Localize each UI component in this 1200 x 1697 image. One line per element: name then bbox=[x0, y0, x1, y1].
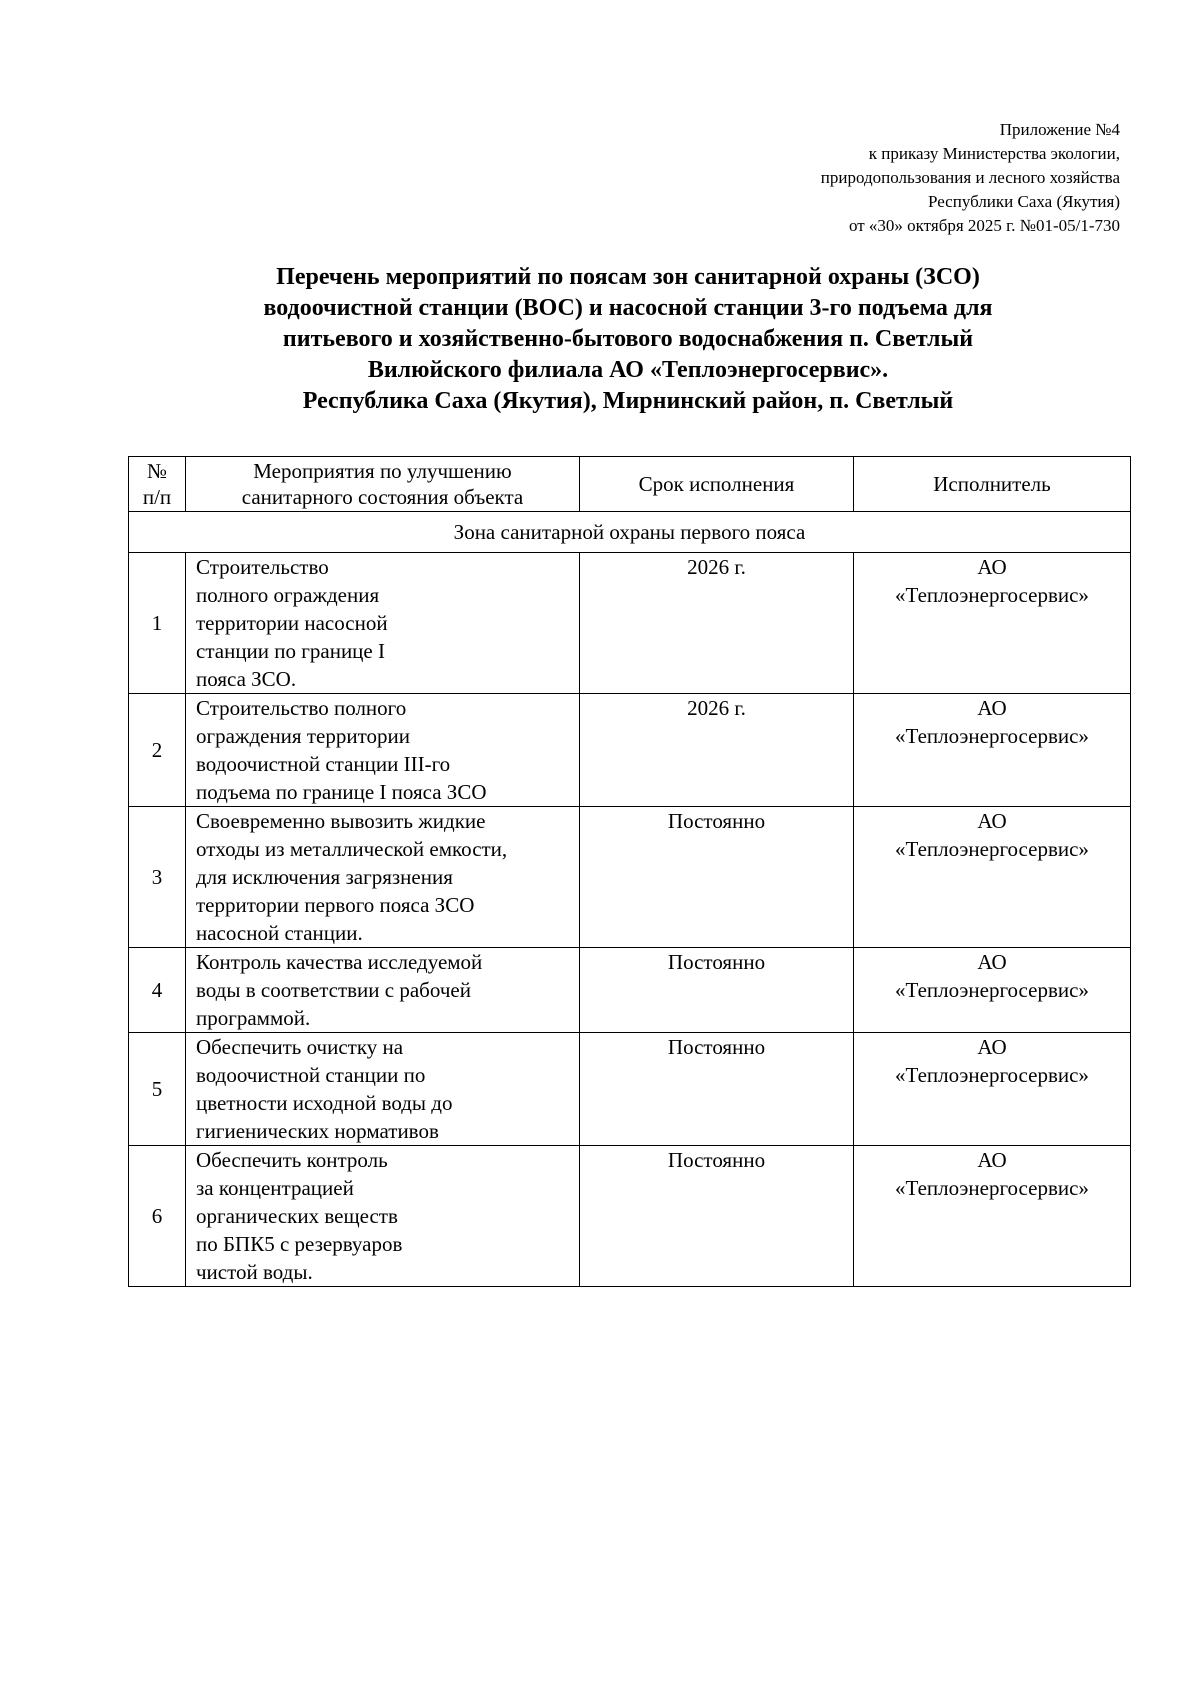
row-num: 6 bbox=[129, 1146, 186, 1287]
measure-line: чистой воды. bbox=[196, 1260, 313, 1284]
measure-line: Обеспечить очистку на bbox=[196, 1035, 404, 1059]
row-num: 4 bbox=[129, 948, 186, 1033]
header-term: Срок исполнения bbox=[580, 457, 854, 512]
table-row bbox=[129, 553, 1131, 694]
measure-line: Обеспечить контроль bbox=[196, 1148, 388, 1172]
executor-line: АО bbox=[977, 1035, 1007, 1059]
row-num: 1 bbox=[129, 553, 186, 694]
title-line: питьевого и хозяйственно-бытового водоснабжения п. Светлый bbox=[282, 326, 974, 352]
row-executor bbox=[854, 1033, 1131, 1146]
measure-line: подъема по границе I пояса ЗСО bbox=[196, 780, 487, 804]
row-executor bbox=[854, 948, 1131, 1033]
table-row bbox=[129, 694, 1131, 807]
row-num: 5 bbox=[129, 1033, 186, 1146]
row-measure bbox=[186, 948, 580, 1033]
appendix-line: Приложение №4 bbox=[999, 120, 1120, 139]
row-num: 2 bbox=[129, 694, 186, 807]
row-term: Постоянно bbox=[580, 807, 854, 948]
executor-line: «Теплоэнергосервис» bbox=[895, 1063, 1089, 1087]
row-executor bbox=[854, 553, 1131, 694]
table-row bbox=[129, 807, 1131, 948]
executor-line: АО bbox=[977, 809, 1007, 833]
measure-line: для исключения загрязнения bbox=[196, 865, 453, 889]
appendix-line: Республики Саха (Якутия) bbox=[927, 192, 1120, 211]
executor-line: «Теплоэнергосервис» bbox=[895, 1176, 1089, 1200]
row-measure bbox=[186, 694, 580, 807]
title-line: водоочистной станции (ВОС) и насосной станции 3-го подъема для bbox=[263, 295, 993, 321]
measure-line: территории насосной bbox=[196, 611, 388, 635]
measure-line: программой. bbox=[196, 1006, 311, 1030]
measure-line: территории первого пояса ЗСО bbox=[196, 893, 475, 917]
appendix-line: от «30» октября 2025 г. №01-05/1-730 bbox=[848, 216, 1120, 235]
header-executor: Исполнитель bbox=[854, 457, 1131, 512]
measure-line: Контроль качества исследуемой bbox=[196, 950, 483, 974]
measure-line: насосной станции. bbox=[196, 921, 363, 945]
row-term: 2026 г. bbox=[580, 694, 854, 807]
row-executor bbox=[854, 694, 1131, 807]
measure-line: Строительство bbox=[196, 555, 329, 579]
header-measure-line1: Мероприятия по улучшению bbox=[253, 459, 512, 483]
title-line: Республика Саха (Якутия), Мирнинский район, п. Светлый bbox=[302, 388, 954, 414]
measure-line: отходы из металлической емкости, bbox=[196, 837, 508, 861]
row-term: 2026 г. bbox=[580, 553, 854, 694]
header-num-line2: п/п bbox=[142, 485, 172, 509]
document-title bbox=[128, 262, 1128, 417]
row-measure bbox=[186, 1146, 580, 1287]
measure-line: ограждения территории bbox=[196, 724, 410, 748]
table-row bbox=[129, 948, 1131, 1033]
executor-line: «Теплоэнергосервис» bbox=[895, 837, 1089, 861]
measure-line: цветности исходной воды до bbox=[196, 1091, 453, 1115]
measure-line: пояса ЗСО. bbox=[196, 667, 297, 691]
table-header-row bbox=[129, 457, 1131, 512]
executor-line: АО bbox=[977, 950, 1007, 974]
zone-row bbox=[129, 512, 1131, 553]
header-measure-line2: санитарного состояния объекта bbox=[241, 485, 524, 509]
title-line: Вилюйского филиала АО «Теплоэнергосервис». bbox=[367, 357, 889, 383]
row-term: Постоянно bbox=[580, 1146, 854, 1287]
executor-line: АО bbox=[977, 1148, 1007, 1172]
measure-line: Строительство полного bbox=[196, 696, 407, 720]
executor-line: «Теплоэнергосервис» bbox=[895, 978, 1089, 1002]
measure-line: Своевременно вывозить жидкие bbox=[196, 809, 486, 833]
measure-line: водоочистной станции III-го bbox=[196, 752, 451, 776]
title-line: Перечень мероприятий по поясам зон санитарной охраны (ЗСО) bbox=[276, 264, 980, 290]
executor-line: АО bbox=[977, 555, 1007, 579]
header-num bbox=[129, 457, 186, 512]
executor-line: «Теплоэнергосервис» bbox=[895, 583, 1089, 607]
measure-line: органических веществ bbox=[196, 1204, 398, 1228]
row-measure bbox=[186, 553, 580, 694]
measure-line: полного ограждения bbox=[196, 583, 380, 607]
row-executor bbox=[854, 807, 1131, 948]
measure-line: гигиенических нормативов bbox=[196, 1119, 439, 1143]
measures-table bbox=[128, 456, 1131, 1287]
appendix-header bbox=[821, 118, 1120, 238]
table-row bbox=[129, 1033, 1131, 1146]
executor-line: АО bbox=[977, 696, 1007, 720]
zone-title: Зона санитарной охраны первого пояса bbox=[129, 512, 1131, 553]
appendix-line: к приказу Министерства экологии, bbox=[868, 144, 1120, 163]
header-measure bbox=[186, 457, 580, 512]
row-term: Постоянно bbox=[580, 1033, 854, 1146]
table-row bbox=[129, 1146, 1131, 1287]
measure-line: водоочистной станции по bbox=[196, 1063, 426, 1087]
measure-line: станции по границе I bbox=[196, 639, 385, 663]
measure-line: воды в соответствии с рабочей bbox=[196, 978, 471, 1002]
header-num-line1: № bbox=[146, 459, 168, 483]
row-measure bbox=[186, 807, 580, 948]
row-term: Постоянно bbox=[580, 948, 854, 1033]
row-measure bbox=[186, 1033, 580, 1146]
appendix-line: природопользования и лесного хозяйства bbox=[820, 168, 1120, 187]
row-executor bbox=[854, 1146, 1131, 1287]
measure-line: по БПК5 с резервуаров bbox=[196, 1232, 403, 1256]
measure-line: за концентрацией bbox=[196, 1176, 354, 1200]
row-num: 3 bbox=[129, 807, 186, 948]
executor-line: «Теплоэнергосервис» bbox=[895, 724, 1089, 748]
